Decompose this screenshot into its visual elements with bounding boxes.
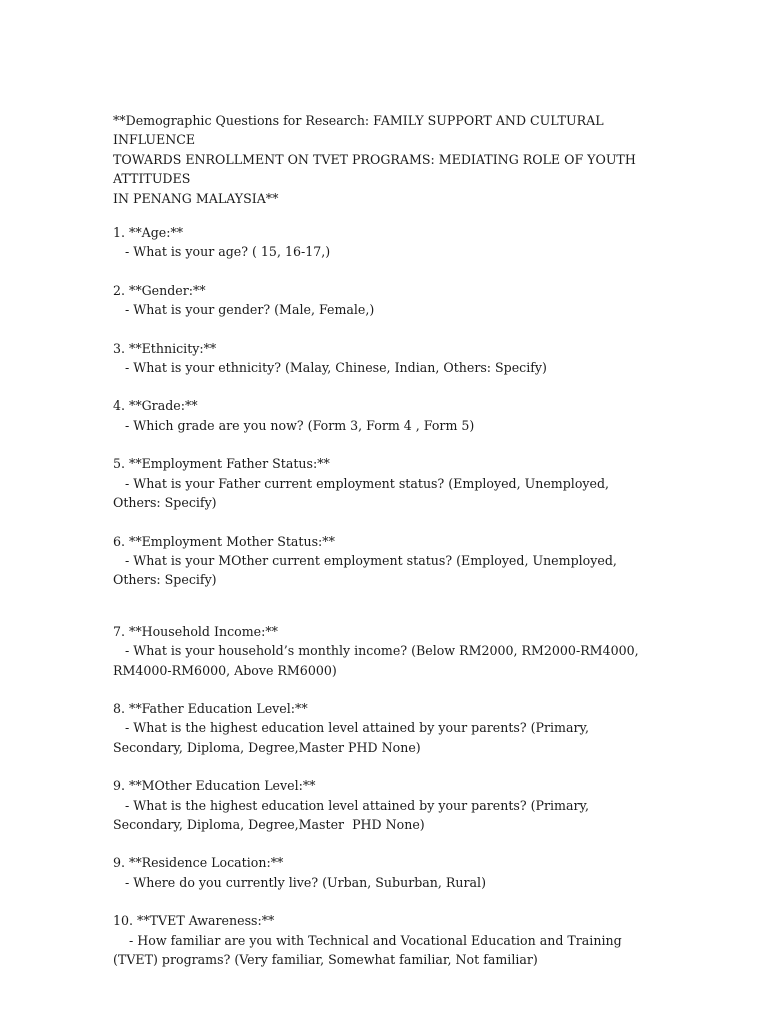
question-heading: 5. **Employment Father Status:** — [113, 456, 330, 472]
question-item — [113, 532, 658, 590]
question-heading: 10. **TVET Awareness:** — [113, 913, 275, 929]
document-content — [113, 111, 658, 988]
question-item — [113, 396, 658, 435]
question-text: - What is your age? ( 15, 16-17,) — [113, 244, 331, 260]
question-text: - What is your household’s monthly income? (Below RM2000, RM2000-RM4000, RM4000-RM6000, Above RM6000) — [113, 643, 643, 678]
question-heading: 7. **Household Income:** — [113, 623, 278, 639]
question-item — [113, 776, 658, 834]
question-heading: 8. **Father Education Level:** — [113, 700, 308, 716]
question-text: - Where do you currently live? (Urban, Suburban, Rural) — [113, 874, 486, 890]
question-heading: 9. **Residence Location:** — [113, 855, 284, 871]
question-item — [113, 223, 658, 262]
question-text: - What is your gender? (Male, Female,) — [113, 302, 375, 318]
question-heading: 4. **Grade:** — [113, 398, 198, 414]
question-heading: 6. **Employment Mother Status:** — [113, 533, 335, 549]
question-text: - What is the highest education level attained by your parents? (Primary, Secondary, Diploma, Degree,Master PHD None) — [113, 720, 593, 755]
question-item — [113, 853, 658, 892]
question-item — [113, 911, 658, 969]
question-heading: 2. **Gender:** — [113, 282, 206, 298]
question-text: - What is your Father current employment status? (Employed, Unemployed, Others: Specify) — [113, 475, 614, 511]
question-text: - What is your ethnicity? (Malay, Chinese, Indian, Others: Specify) — [113, 360, 547, 376]
document-title: **Demographic Questions for Research: FAMILY SUPPORT AND CULTURAL INFLUENCE TOWARDS ENROLLMENT ON TVET PROGRAMS: MEDIATING ROLE OF YOUTH ATTITUDES IN PENANG MALAYSIA** — [113, 113, 636, 206]
question-heading: 9. **MOther Education Level:** — [113, 778, 316, 794]
question-text: - What is the highest education level attained by your parents? (Primary, Secondary, Diploma, Degree,Master PHD None) — [113, 797, 593, 832]
question-heading: 1. **Age:** — [113, 225, 184, 241]
question-item — [113, 622, 658, 680]
question-item — [113, 454, 658, 512]
question-text: - Which grade are you now? (Form 3, Form 4 , Form 5) — [113, 417, 475, 433]
question-item — [113, 699, 658, 757]
question-text: - How familiar are you with Technical and Vocational Education and Training (TVET) programs? (Very familiar, Somewhat familiar, Not familiar) — [113, 932, 626, 967]
question-heading: 3. **Ethnicity:** — [113, 340, 217, 356]
question-item — [113, 339, 658, 378]
question-text: - What is your MOther current employment status? (Employed, Unemployed, Others: Specify) — [113, 552, 621, 588]
question-item — [113, 281, 658, 320]
